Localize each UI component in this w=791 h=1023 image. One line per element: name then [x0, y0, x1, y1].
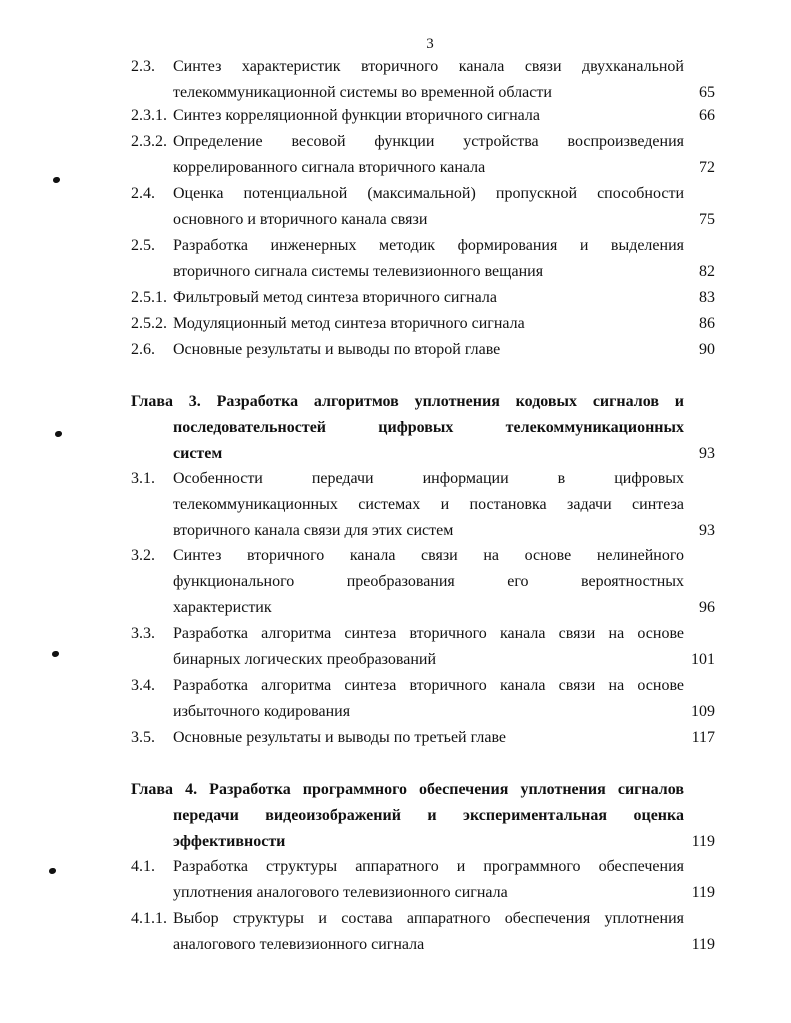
toc-entry-text-line: Разработка инженерных методик формирования и выделения — [173, 237, 684, 254]
toc-entry-page: 82 — [699, 263, 715, 280]
toc-entry-text-line: основного и вторичного канала связи — [173, 211, 428, 228]
toc-entry-text-line: Основные результаты и выводы по третьей главе — [173, 729, 506, 746]
toc-entry-page: 93 — [699, 522, 715, 539]
toc-entry-page: 101 — [691, 651, 715, 668]
toc-entry-number: 2.5.1. — [131, 289, 167, 306]
toc-entry-text-line: Основные результаты и выводы по второй главе — [173, 341, 501, 358]
toc-entry-page: 65 — [699, 84, 715, 101]
toc-entry-text-line: телекоммуникационной системы во временной области — [173, 84, 552, 101]
toc-entry-text-line: Разработка алгоритма синтеза вторичного канала связи на основе — [173, 677, 684, 694]
scan-mark — [52, 651, 59, 657]
toc-entry-number: 3.4. — [131, 677, 155, 694]
toc-entry-text-line: Фильтровый метод синтеза вторичного сигнала — [173, 289, 497, 306]
toc-entry-page: 83 — [699, 289, 715, 306]
toc-entry-text-line: функционального преобразования его вероятностных — [173, 573, 684, 590]
toc-entry-page: 90 — [699, 341, 715, 358]
toc-entry-text-line: уплотнения аналогового телевизионного сигнала — [173, 884, 508, 901]
toc-entry-page: 117 — [691, 729, 715, 746]
toc-entry-text-line: Модуляционный метод синтеза вторичного сигнала — [173, 315, 525, 332]
toc-entry-text-line: Оценка потенциальной (максимальной) пропускной способности — [173, 185, 684, 202]
toc-entry-text-line: Синтез характеристик вторичного канала связи двухканальной — [173, 58, 684, 75]
toc-entry-text-line: Особенности передачи информации в цифровых — [173, 470, 684, 487]
toc-entry-page: 119 — [691, 884, 715, 901]
toc-entry-page: 119 — [691, 833, 715, 850]
toc-entry-page: 119 — [691, 936, 715, 953]
toc-entry-text-line: Разработка структуры аппаратного и программного обеспечения — [173, 858, 684, 875]
toc-entry-text-line: Выбор структуры и состава аппаратного обеспечения уплотнения — [173, 910, 684, 927]
toc-entry-number: 3.5. — [131, 729, 155, 746]
scan-mark — [53, 177, 60, 183]
toc-entry-text-line: вторичного канала связи для этих систем — [173, 522, 454, 539]
toc-entry-page: 66 — [699, 107, 715, 124]
toc-entry-number: 2.4. — [131, 185, 155, 202]
toc-entry-text-line: вторичного сигнала системы телевизионного вещания — [173, 263, 544, 280]
chapter-heading-line: эффективности — [173, 833, 286, 850]
toc-entry-number: 4.1. — [131, 858, 155, 875]
toc-entry-text-line: аналогового телевизионного сигнала — [173, 936, 425, 953]
toc-entry-text-line: бинарных логических преобразований — [173, 651, 437, 668]
toc-entry-page: 75 — [699, 211, 715, 228]
toc-entry-page: 109 — [691, 703, 715, 720]
toc-entry-text-line: Синтез вторичного канала связи на основе нелинейного — [173, 547, 684, 564]
toc-entry-number: 3.1. — [131, 470, 155, 487]
toc-entry-text-line: характеристик — [173, 599, 272, 616]
chapter-heading-line: передачи видеоизображений и экспериментальная оценка — [173, 807, 684, 824]
toc-entry-number: 4.1.1. — [131, 910, 167, 927]
toc-entry-page: 86 — [699, 315, 715, 332]
chapter-heading-line: Глава 4. Разработка программного обеспечения уплотнения сигналов — [131, 781, 684, 798]
toc-entry-number: 2.5. — [131, 237, 155, 254]
toc-entry-text-line: Синтез корреляционной функции вторичного сигнала — [173, 107, 541, 124]
toc-entry-page: 96 — [699, 599, 715, 616]
toc-entry-text-line: избыточного кодирования — [173, 703, 351, 720]
toc-entry-page: 93 — [699, 445, 715, 462]
toc-entry-number: 2.6. — [131, 341, 155, 358]
toc-entry-number: 3.3. — [131, 625, 155, 642]
toc-entry-page: 72 — [699, 159, 715, 176]
chapter-heading-line: последовательностей цифровых телекоммуникационных — [173, 419, 684, 436]
toc-entry-text-line: Определение весовой функции устройства воспроизведения — [173, 133, 684, 150]
chapter-heading-line: Глава 3. Разработка алгоритмов уплотнения кодовых сигналов и — [131, 393, 684, 410]
scan-mark — [55, 431, 62, 437]
toc-entry-text-line: телекоммуникационных системах и постановка задачи синтеза — [173, 496, 684, 513]
toc-entry-number: 2.3. — [131, 58, 155, 75]
toc-entry-text-line: коррелированного сигнала вторичного канала — [173, 159, 486, 176]
toc-entry-number: 3.2. — [131, 547, 155, 564]
toc-entry-text-line: Разработка алгоритма синтеза вторичного канала связи на основе — [173, 625, 684, 642]
chapter-heading-line: систем — [173, 445, 223, 462]
toc-entry-number: 2.3.2. — [131, 133, 167, 150]
page-number: 3 — [426, 36, 434, 52]
toc-entry-number: 2.5.2. — [131, 315, 167, 332]
scan-mark — [49, 868, 56, 874]
toc-entry-number: 2.3.1. — [131, 107, 167, 124]
